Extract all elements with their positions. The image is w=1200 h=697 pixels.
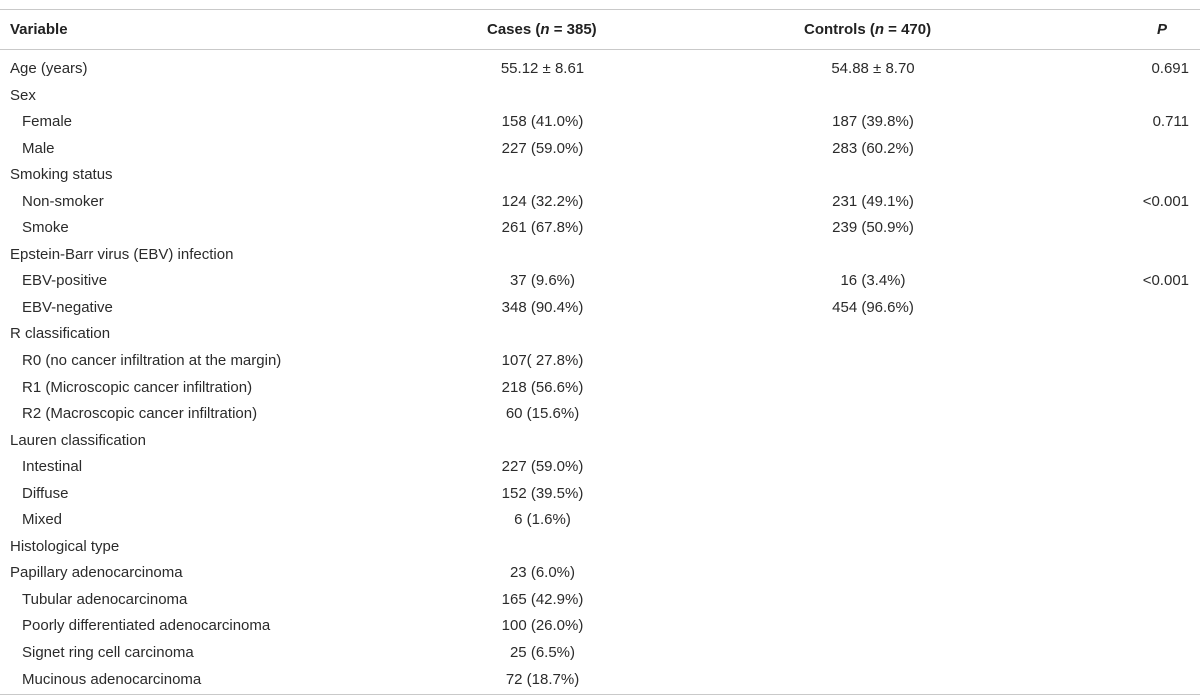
header-controls [804,21,931,38]
table-row [0,455,1200,482]
row-variable: Male [22,139,55,157]
row-variable: Mucinous adenocarcinoma [22,670,202,688]
row-variable: Lauren classification [10,431,146,449]
header-cases-prefix: Cases ( [487,21,541,38]
table-row [0,668,1200,695]
row-p-value: 0.691 [1151,60,1189,77]
table-row [0,322,1200,349]
row-variable: Epstein-Barr virus (EBV) infection [10,245,234,263]
row-controls: 231 (49.1%) [832,192,914,210]
header-bottom-rule [0,49,1200,50]
table-body [0,57,1200,694]
header-controls-suffix: = 470) [884,21,932,38]
row-cases: 23 (6.0%) [509,564,576,582]
row-variable: Non-smoker [22,192,104,210]
row-variable: Sex [10,86,36,104]
table-row [0,296,1200,323]
row-variable: Poorly differentiated adenocarcinoma [22,617,271,635]
row-cases: 227 (59.0%) [501,458,584,476]
row-variable: Signet ring cell carcinoma [22,644,194,662]
table-row [0,137,1200,164]
table-row [0,163,1200,190]
table-row [0,376,1200,403]
row-p-value: <0.001 [1142,192,1189,210]
table-row [0,508,1200,535]
table-row [0,84,1200,111]
row-cases: 6 (1.6%) [514,511,571,529]
row-cases: 348 (90.4%) [501,298,584,316]
table-row [0,561,1200,588]
row-cases: 218 (56.6%) [501,378,584,396]
header-cases [487,21,597,38]
header-p-value: P [1157,21,1168,38]
row-controls: 454 (96.6%) [832,298,914,316]
table-row [0,243,1200,270]
row-cases: 55.12 ± 8.61 [500,60,585,77]
row-controls: 54.88 ± 8.70 [831,60,915,77]
row-variable: Smoke [22,219,69,237]
table-row [0,349,1200,376]
header-variable: Variable [10,21,68,38]
header-cases-n: n [540,21,550,38]
row-variable: Tubular adenocarcinoma [22,590,188,608]
table-row [0,588,1200,615]
row-p-value: 0.711 [1152,113,1189,131]
row-variable: Smoking status [10,166,113,184]
row-variable: R1 (Microscopic cancer infiltration) [22,378,253,396]
row-variable: Histological type [10,537,120,555]
row-controls: 283 (60.2%) [832,139,914,157]
row-cases: 227 (59.0%) [501,139,584,157]
row-controls: 16 (3.4%) [840,272,906,290]
table-bottom-rule [0,694,1200,695]
row-variable: Female [22,113,73,131]
row-cases: 107( 27.8%) [501,352,584,370]
row-cases: 60 (15.6%) [505,405,580,423]
row-variable: EBV-negative [22,298,113,316]
table-row [0,57,1200,84]
row-variable: Intestinal [22,458,83,476]
table-row [0,402,1200,429]
row-cases: 152 (39.5%) [501,484,584,502]
row-variable: R classification [10,325,111,343]
row-cases: 165 (42.9%) [501,590,584,608]
row-controls: 239 (50.9%) [832,219,914,237]
row-variable: R0 (no cancer infiltration at the margin) [22,352,282,370]
table-row [0,269,1200,296]
table-row [0,641,1200,668]
row-cases: 100 (26.0%) [501,617,584,635]
row-variable: Mixed [22,511,63,529]
header-controls-n: n [874,21,884,38]
row-cases: 124 (32.2%) [501,192,584,210]
table-row [0,110,1200,137]
row-variable: Papillary adenocarcinoma [10,564,183,582]
row-controls: 187 (39.8%) [832,113,914,131]
table-header-row [0,10,1200,49]
header-controls-prefix: Controls ( [804,21,875,38]
row-cases: 261 (67.8%) [501,219,584,237]
row-cases: 37 (9.6%) [509,272,576,290]
table-row [0,429,1200,456]
row-p-value: <0.001 [1142,272,1189,290]
row-cases: 158 (41.0%) [501,113,584,131]
row-variable: EBV-positive [22,272,108,290]
header-cases-suffix: = 385) [549,21,597,38]
row-cases: 25 (6.5%) [509,644,576,662]
table-row [0,190,1200,217]
table-row [0,216,1200,243]
row-cases: 72 (18.7%) [505,670,580,688]
row-variable: R2 (Macroscopic cancer infiltration) [22,405,258,423]
table-row [0,535,1200,562]
table-row [0,614,1200,641]
row-variable: Age (years) [10,60,88,77]
row-variable: Diffuse [22,484,69,502]
table-row [0,482,1200,509]
